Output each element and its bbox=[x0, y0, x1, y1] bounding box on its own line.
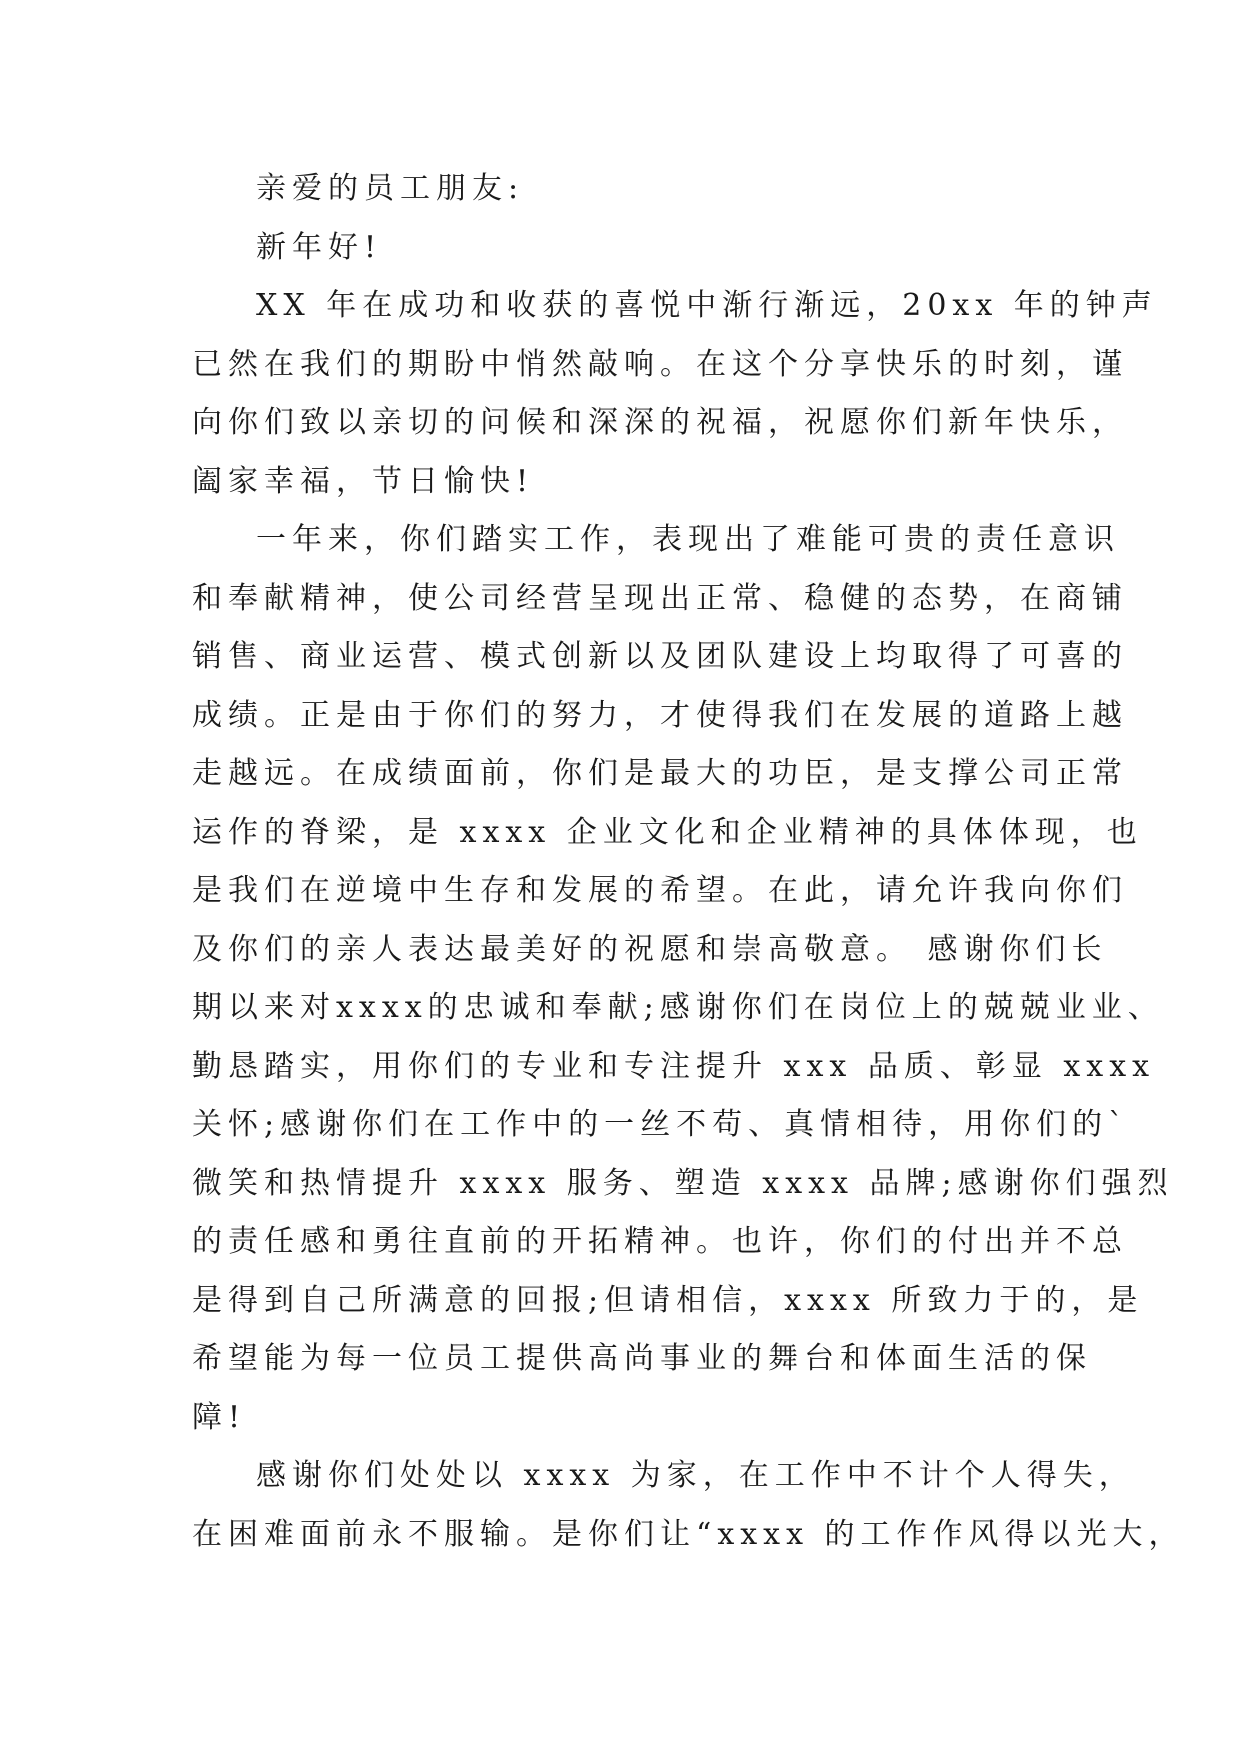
paragraph-line: 阖家幸福，节日愉快! bbox=[192, 463, 535, 499]
paragraph-1 bbox=[192, 277, 1158, 511]
salutation: 亲爱的员工朋友: bbox=[256, 171, 525, 206]
paragraph-line: XX 年在成功和收获的喜悦中渐行渐远，20xx 年的钟声 bbox=[256, 288, 1158, 323]
paragraph-line: 的责任感和勇往直前的开拓精神。也许，你们的付出并不总 bbox=[192, 1224, 1128, 1259]
paragraph-line: 销售、商业运营、模式创新以及团队建设上均取得了可喜的 bbox=[192, 639, 1128, 674]
paragraph-line: 向你们致以亲切的问候和深深的祝福，祝愿你们新年快乐， bbox=[192, 405, 1128, 440]
paragraph-line: 是我们在逆境中生存和发展的希望。在此，请允许我向你们 bbox=[192, 873, 1128, 908]
greeting: 新年好! bbox=[256, 229, 383, 265]
paragraph-3 bbox=[192, 1447, 1185, 1564]
paragraph-2 bbox=[192, 511, 1174, 1447]
paragraph-line: 走越远。在成绩面前，你们是最大的功臣，是支撑公司正常 bbox=[192, 756, 1128, 791]
paragraph-line: 及你们的亲人表达最美好的祝愿和崇高敬意。 感谢你们长 bbox=[192, 931, 1108, 967]
paragraph-line: 是得到自己所满意的回报;但请相信，xxxx 所致力于的，是 bbox=[192, 1282, 1144, 1318]
paragraph-line: 一年来，你们踏实工作，表现出了难能可贵的责任意识 bbox=[256, 522, 1120, 557]
paragraph-line: 期以来对xxxx的忠诚和奉献;感谢你们在岗位上的兢兢业业、 bbox=[192, 990, 1164, 1025]
letter-body bbox=[192, 160, 1185, 1564]
paragraph-line: 微笑和热情提升 xxxx 服务、塑造 xxxx 品牌;感谢你们强烈 bbox=[192, 1165, 1174, 1201]
paragraph-line: 在困难面前永不服输。是你们让“xxxx 的工作作风得以光大， bbox=[192, 1516, 1185, 1552]
paragraph-line: 关怀;感谢你们在工作中的一丝不苟、真情相待，用你们的` bbox=[192, 1107, 1130, 1142]
paragraph-line: 和奉献精神，使公司经营呈现出正常、稳健的态势，在商铺 bbox=[192, 580, 1128, 616]
paragraph-line: 障! bbox=[192, 1399, 247, 1435]
paragraph-line: 已然在我们的期盼中悄然敲响。在这个分享快乐的时刻，谨 bbox=[192, 346, 1128, 382]
paragraph-line: 感谢你们处处以 xxxx 为家，在工作中不计个人得失， bbox=[256, 1458, 1135, 1493]
paragraph-line: 勤恳踏实，用你们的专业和专注提升 xxx 品质、彰显 xxxx bbox=[192, 1048, 1156, 1084]
paragraph-line: 希望能为每一位员工提供高尚事业的舞台和体面生活的保 bbox=[192, 1341, 1092, 1376]
paragraph-line: 运作的脊梁，是 xxxx 企业文化和企业精神的具体体现，也 bbox=[192, 814, 1143, 850]
paragraph-line: 成绩。正是由于你们的努力，才使得我们在发展的道路上越 bbox=[192, 697, 1128, 733]
